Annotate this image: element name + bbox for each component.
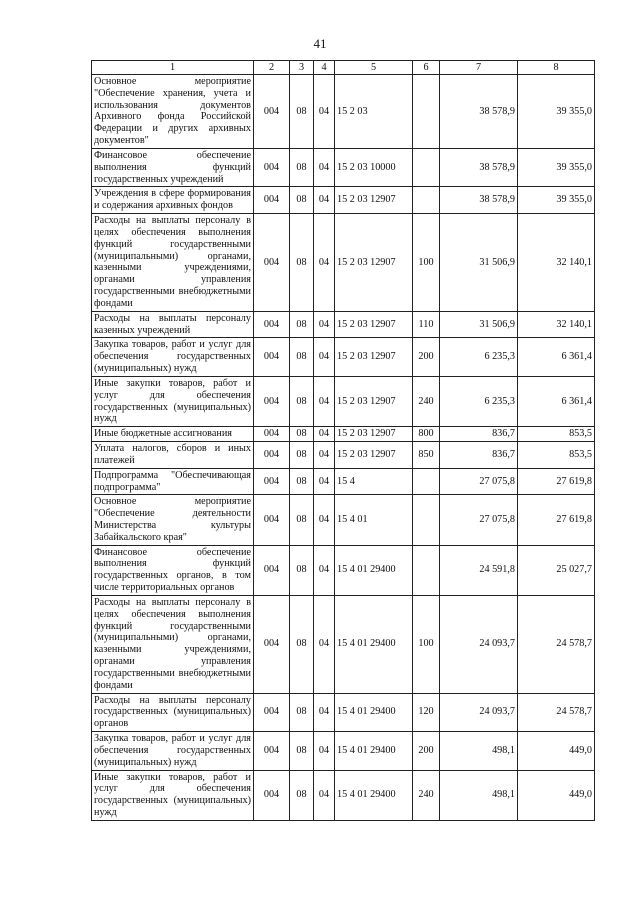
header-cell: 4 bbox=[314, 61, 335, 75]
table-row bbox=[92, 545, 595, 595]
table-row bbox=[92, 338, 595, 376]
target-article-cell: 15 2 03 12907 bbox=[335, 338, 413, 376]
code-cell: 004 bbox=[254, 311, 290, 338]
target-article-cell: 15 4 01 29400 bbox=[335, 595, 413, 693]
target-article-cell: 15 2 03 10000 bbox=[335, 148, 413, 186]
expense-type-cell bbox=[413, 468, 440, 495]
code-cell: 004 bbox=[254, 468, 290, 495]
section-cell: 08 bbox=[290, 595, 314, 693]
section-cell: 08 bbox=[290, 148, 314, 186]
target-article-cell: 15 2 03 12907 bbox=[335, 427, 413, 442]
table-row bbox=[92, 442, 595, 469]
header-cell: 2 bbox=[254, 61, 290, 75]
amount-cell: 27 075,8 bbox=[440, 495, 518, 545]
section-cell: 08 bbox=[290, 187, 314, 214]
expense-type-cell bbox=[413, 495, 440, 545]
amount-cell: 853,5 bbox=[518, 427, 595, 442]
expense-type-cell: 100 bbox=[413, 214, 440, 312]
amount-cell: 24 578,7 bbox=[518, 693, 595, 731]
amount-cell: 24 093,7 bbox=[440, 595, 518, 693]
expense-type-cell bbox=[413, 187, 440, 214]
row-name-cell: Основное мероприятие "Обеспечение хранения, учета и использования документов Архивного фонда Российской Федерации и других архивных документов" bbox=[92, 75, 254, 149]
code-cell: 004 bbox=[254, 595, 290, 693]
section-cell: 08 bbox=[290, 214, 314, 312]
section-cell: 08 bbox=[290, 311, 314, 338]
table-row bbox=[92, 148, 595, 186]
amount-cell: 6 235,3 bbox=[440, 376, 518, 426]
expense-type-cell bbox=[413, 148, 440, 186]
table-row bbox=[92, 187, 595, 214]
table-row bbox=[92, 75, 595, 149]
code-cell: 004 bbox=[254, 148, 290, 186]
amount-cell: 449,0 bbox=[518, 770, 595, 820]
amount-cell: 24 591,8 bbox=[440, 545, 518, 595]
target-article-cell: 15 2 03 12907 bbox=[335, 442, 413, 469]
subsection-cell: 04 bbox=[314, 732, 335, 770]
row-name-cell: Учреждения в сфере формирования и содержания архивных фондов bbox=[92, 187, 254, 214]
table-row bbox=[92, 732, 595, 770]
row-name-cell: Расходы на выплаты персоналу в целях обеспечения выполнения функций государственными (муниципальными) органами, казенными учреждениями, органами управления государственными внебюджетными фондами bbox=[92, 595, 254, 693]
section-cell: 08 bbox=[290, 338, 314, 376]
amount-cell: 836,7 bbox=[440, 427, 518, 442]
code-cell: 004 bbox=[254, 693, 290, 731]
amount-cell: 498,1 bbox=[440, 770, 518, 820]
amount-cell: 24 093,7 bbox=[440, 693, 518, 731]
header-cell: 1 bbox=[92, 61, 254, 75]
section-cell: 08 bbox=[290, 545, 314, 595]
target-article-cell: 15 4 01 29400 bbox=[335, 693, 413, 731]
row-name-cell: Закупка товаров, работ и услуг для обеспечения государственных (муниципальных) нужд bbox=[92, 338, 254, 376]
header-cell: 3 bbox=[290, 61, 314, 75]
subsection-cell: 04 bbox=[314, 770, 335, 820]
row-name-cell: Финансовое обеспечение выполнения функций государственных учреждений bbox=[92, 148, 254, 186]
expense-type-cell bbox=[413, 545, 440, 595]
header-cell: 5 bbox=[335, 61, 413, 75]
row-name-cell: Иные закупки товаров, работ и услуг для обеспечения государственных (муниципальных) нужд bbox=[92, 770, 254, 820]
amount-cell: 31 506,9 bbox=[440, 311, 518, 338]
subsection-cell: 04 bbox=[314, 311, 335, 338]
section-cell: 08 bbox=[290, 693, 314, 731]
amount-cell: 31 506,9 bbox=[440, 214, 518, 312]
expense-type-cell: 240 bbox=[413, 376, 440, 426]
subsection-cell: 04 bbox=[314, 376, 335, 426]
code-cell: 004 bbox=[254, 214, 290, 312]
row-name-cell: Расходы на выплаты персоналу в целях обеспечения выполнения функций государственными (муниципальными) органами, казенными учреждениями, органами управления государственными внебюджетными фондами bbox=[92, 214, 254, 312]
expense-type-cell: 120 bbox=[413, 693, 440, 731]
code-cell: 004 bbox=[254, 732, 290, 770]
subsection-cell: 04 bbox=[314, 427, 335, 442]
amount-cell: 39 355,0 bbox=[518, 148, 595, 186]
expense-type-cell bbox=[413, 75, 440, 149]
row-name-cell: Финансовое обеспечение выполнения функций государственных органов, в том числе территориальных органов bbox=[92, 545, 254, 595]
row-name-cell: Иные закупки товаров, работ и услуг для обеспечения государственных (муниципальных) нужд bbox=[92, 376, 254, 426]
amount-cell: 39 355,0 bbox=[518, 187, 595, 214]
amount-cell: 6 361,4 bbox=[518, 376, 595, 426]
target-article-cell: 15 2 03 12907 bbox=[335, 311, 413, 338]
amount-cell: 38 578,9 bbox=[440, 187, 518, 214]
amount-cell: 6 235,3 bbox=[440, 338, 518, 376]
amount-cell: 498,1 bbox=[440, 732, 518, 770]
expense-type-cell: 240 bbox=[413, 770, 440, 820]
code-cell: 004 bbox=[254, 338, 290, 376]
amount-cell: 25 027,7 bbox=[518, 545, 595, 595]
code-cell: 004 bbox=[254, 770, 290, 820]
code-cell: 004 bbox=[254, 376, 290, 426]
target-article-cell: 15 4 bbox=[335, 468, 413, 495]
target-article-cell: 15 2 03 12907 bbox=[335, 187, 413, 214]
table-row bbox=[92, 495, 595, 545]
expense-type-cell: 200 bbox=[413, 732, 440, 770]
expense-type-cell: 800 bbox=[413, 427, 440, 442]
section-cell: 08 bbox=[290, 495, 314, 545]
table-row bbox=[92, 311, 595, 338]
header-cell: 8 bbox=[518, 61, 595, 75]
table-row bbox=[92, 468, 595, 495]
subsection-cell: 04 bbox=[314, 214, 335, 312]
amount-cell: 27 619,8 bbox=[518, 468, 595, 495]
section-cell: 08 bbox=[290, 770, 314, 820]
row-name-cell: Уплата налогов, сборов и иных платежей bbox=[92, 442, 254, 469]
amount-cell: 32 140,1 bbox=[518, 214, 595, 312]
amount-cell: 38 578,9 bbox=[440, 148, 518, 186]
target-article-cell: 15 2 03 12907 bbox=[335, 376, 413, 426]
header-cell: 6 bbox=[413, 61, 440, 75]
amount-cell: 38 578,9 bbox=[440, 75, 518, 149]
expense-type-cell: 100 bbox=[413, 595, 440, 693]
subsection-cell: 04 bbox=[314, 148, 335, 186]
code-cell: 004 bbox=[254, 427, 290, 442]
subsection-cell: 04 bbox=[314, 595, 335, 693]
row-name-cell: Подпрограмма "Обеспечивающая подпрограмма" bbox=[92, 468, 254, 495]
amount-cell: 24 578,7 bbox=[518, 595, 595, 693]
subsection-cell: 04 bbox=[314, 187, 335, 214]
row-name-cell: Иные бюджетные ассигнования bbox=[92, 427, 254, 442]
code-cell: 004 bbox=[254, 545, 290, 595]
code-cell: 004 bbox=[254, 75, 290, 149]
section-cell: 08 bbox=[290, 376, 314, 426]
target-article-cell: 15 2 03 bbox=[335, 75, 413, 149]
subsection-cell: 04 bbox=[314, 442, 335, 469]
section-cell: 08 bbox=[290, 442, 314, 469]
expense-type-cell: 200 bbox=[413, 338, 440, 376]
amount-cell: 6 361,4 bbox=[518, 338, 595, 376]
subsection-cell: 04 bbox=[314, 338, 335, 376]
row-name-cell: Закупка товаров, работ и услуг для обеспечения государственных (муниципальных) нужд bbox=[92, 732, 254, 770]
amount-cell: 27 075,8 bbox=[440, 468, 518, 495]
row-name-cell: Расходы на выплаты персоналу государственных (муниципальных) органов bbox=[92, 693, 254, 731]
subsection-cell: 04 bbox=[314, 468, 335, 495]
row-name-cell: Расходы на выплаты персоналу казенных учреждений bbox=[92, 311, 254, 338]
target-article-cell: 15 4 01 29400 bbox=[335, 545, 413, 595]
code-cell: 004 bbox=[254, 187, 290, 214]
table-row bbox=[92, 770, 595, 820]
table-row bbox=[92, 376, 595, 426]
section-cell: 08 bbox=[290, 75, 314, 149]
amount-cell: 32 140,1 bbox=[518, 311, 595, 338]
amount-cell: 27 619,8 bbox=[518, 495, 595, 545]
subsection-cell: 04 bbox=[314, 545, 335, 595]
header-row bbox=[92, 61, 595, 75]
target-article-cell: 15 4 01 29400 bbox=[335, 732, 413, 770]
header-cell: 7 bbox=[440, 61, 518, 75]
expense-type-cell: 110 bbox=[413, 311, 440, 338]
code-cell: 004 bbox=[254, 442, 290, 469]
target-article-cell: 15 4 01 29400 bbox=[335, 770, 413, 820]
table-row bbox=[92, 427, 595, 442]
code-cell: 004 bbox=[254, 495, 290, 545]
section-cell: 08 bbox=[290, 427, 314, 442]
section-cell: 08 bbox=[290, 468, 314, 495]
amount-cell: 39 355,0 bbox=[518, 75, 595, 149]
expense-type-cell: 850 bbox=[413, 442, 440, 469]
target-article-cell: 15 2 03 12907 bbox=[335, 214, 413, 312]
subsection-cell: 04 bbox=[314, 495, 335, 545]
table-row bbox=[92, 693, 595, 731]
amount-cell: 853,5 bbox=[518, 442, 595, 469]
amount-cell: 449,0 bbox=[518, 732, 595, 770]
amount-cell: 836,7 bbox=[440, 442, 518, 469]
table-row bbox=[92, 595, 595, 693]
budget-table bbox=[91, 60, 595, 821]
section-cell: 08 bbox=[290, 732, 314, 770]
target-article-cell: 15 4 01 bbox=[335, 495, 413, 545]
table-row bbox=[92, 214, 595, 312]
row-name-cell: Основное мероприятие "Обеспечение деятельности Министерства культуры Забайкальского края" bbox=[92, 495, 254, 545]
subsection-cell: 04 bbox=[314, 75, 335, 149]
page-number: 41 bbox=[313, 36, 327, 51]
subsection-cell: 04 bbox=[314, 693, 335, 731]
